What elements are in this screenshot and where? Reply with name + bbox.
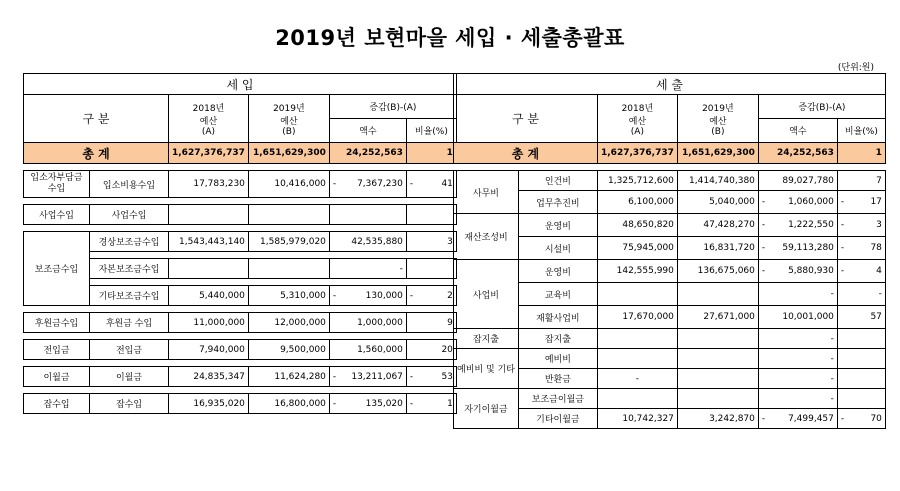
total-2019: 1,651,629,300 [677,143,758,164]
row-2019: 11,624,280 [248,367,329,387]
row-ratio [406,259,456,279]
row-2018: 6,100,000 [597,191,677,214]
row-item: 후원금 수입 [90,313,169,333]
row-group: 보조금수입 [24,232,90,306]
table-row [454,260,886,283]
table-row [24,340,457,360]
row-group: 사무비 [454,171,519,214]
row-ratio: - 70 [837,409,885,429]
expense-table [453,73,886,429]
row-amount: - 135,020 [329,394,406,414]
row-ratio [837,329,885,349]
table-row [454,389,886,409]
row-item: 반환금 [518,369,597,389]
row-item: 입소비용수입 [90,171,169,198]
row-amount: - 59,113,280 [758,237,837,260]
row-2019: 3,242,870 [677,409,758,429]
row-group: 잡지출 [454,329,519,349]
table-row [454,409,886,429]
row-item: 보조금이월금 [518,389,597,409]
row-ratio: 57 [837,306,885,329]
income-col-category: 구 분 [24,95,169,143]
income-total-row [24,143,457,164]
row-item: 인건비 [518,171,597,191]
income-col-ratio: 비율(%) [406,119,456,143]
row-group: 후원금수입 [24,313,90,333]
table-row [24,313,457,333]
row-amount: - [758,389,837,409]
row-2018 [597,329,677,349]
row-ratio: 9 [406,313,456,333]
row-item: 기타이월금 [518,409,597,429]
row-item: 운영비 [518,214,597,237]
row-group: 예비비 및 기타 [454,349,519,389]
row-item: 경상보조금수입 [90,232,169,252]
row-2018: 11,000,000 [169,313,249,333]
expense-col-amount: 액수 [758,119,837,143]
table-row [24,232,457,252]
row-amount: - [758,283,837,306]
total-ratio: 1 [837,143,885,164]
row-2018 [597,283,677,306]
table-row [24,367,457,387]
row-2019 [677,283,758,306]
row-ratio: 20 [406,340,456,360]
row-group: 사업비 [454,260,519,329]
row-2019: 5,310,000 [248,286,329,306]
row-ratio [406,205,456,225]
row-2018: 48,650,820 [597,214,677,237]
table-row [24,205,457,225]
expense-col-category: 구 분 [454,95,598,143]
total-2018: 1,627,376,737 [169,143,249,164]
row-amount: - 1,060,000 [758,191,837,214]
row-item: 전입금 [90,340,169,360]
row-amount: - 5,880,930 [758,260,837,283]
row-group: 이월금 [24,367,90,387]
row-2018 [597,389,677,409]
row-group: 자기이월금 [454,389,519,429]
row-amount: - [329,259,406,279]
row-2018 [169,259,249,279]
row-amount: - [758,329,837,349]
row-2018: 5,440,000 [169,286,249,306]
row-ratio: - 17 [837,191,885,214]
row-amount: - 13,211,067 [329,367,406,387]
row-2019: 1,585,979,020 [248,232,329,252]
row-2019 [248,259,329,279]
row-item: 자본보조금수입 [90,259,169,279]
table-row [454,214,886,237]
total-amount: 24,252,563 [758,143,837,164]
total-2018: 1,627,376,737 [597,143,677,164]
row-group: 재산조성비 [454,214,519,260]
row-2018: 75,945,000 [597,237,677,260]
row-2018: 17,783,230 [169,171,249,198]
total-label: 총 계 [454,143,598,164]
row-ratio: - 78 [837,237,885,260]
total-amount: 24,252,563 [329,143,406,164]
row-amount: 42,535,880 [329,232,406,252]
expense-col-2018: 2018년 예산 (A) [597,95,677,143]
row-ratio [837,369,885,389]
income-col-2018: 2018년 예산 (A) [169,95,249,143]
row-group: 전입금 [24,340,90,360]
table-row [454,349,886,369]
income-col-2019: 2019년 예산 (B) [248,95,329,143]
row-amount: - [758,369,837,389]
table-row [24,394,457,414]
row-item: 잡지출 [518,329,597,349]
row-2019: 1,414,740,380 [677,171,758,191]
table-row [454,237,886,260]
row-item: 이월금 [90,367,169,387]
table-row [454,171,886,191]
row-amount: - [758,349,837,369]
row-ratio: - [837,283,885,306]
income-table [23,73,457,414]
table-row [454,369,886,389]
row-ratio: - 53 [406,367,456,387]
row-amount: - 7,367,230 [329,171,406,198]
table-row [24,171,457,198]
row-2018: 24,835,347 [169,367,249,387]
expense-col-ratio: 비율(%) [837,119,885,143]
row-amount: - 7,499,457 [758,409,837,429]
row-ratio: - 4 [837,260,885,283]
row-2019: 47,428,270 [677,214,758,237]
row-2018 [169,205,249,225]
row-item: 재활사업비 [518,306,597,329]
row-2018 [597,349,677,369]
table-row [454,191,886,214]
table-row [454,329,886,349]
row-2019: 5,040,000 [677,191,758,214]
row-ratio [837,349,885,369]
expense-header: 세 출 [454,74,886,95]
row-2019: 12,000,000 [248,313,329,333]
row-2019: 16,831,720 [677,237,758,260]
total-label: 총 계 [24,143,169,164]
table-row [454,283,886,306]
expense-col-change: 증감(B)-(A) [758,95,885,119]
row-item: 교육비 [518,283,597,306]
row-item: 예비비 [518,349,597,369]
row-group: 사업수입 [24,205,90,225]
total-ratio: 1 [406,143,456,164]
row-amount [329,205,406,225]
row-item: 사업수입 [90,205,169,225]
row-2019 [677,349,758,369]
row-2019 [248,205,329,225]
row-item: 기타보조금수입 [90,286,169,306]
row-ratio: - 41 [406,171,456,198]
row-2018: 7,940,000 [169,340,249,360]
row-2018: 1,325,712,600 [597,171,677,191]
page-title: 2019년 보현마을 세입 · 세출총괄표 [275,26,625,50]
row-amount: 1,560,000 [329,340,406,360]
row-2019: 136,675,060 [677,260,758,283]
row-amount: 89,027,780 [758,171,837,191]
row-group: 잡수입 [24,394,90,414]
table-row [454,306,886,329]
income-col-amount: 액수 [329,119,406,143]
row-item: 잡수입 [90,394,169,414]
row-amount: 10,001,000 [758,306,837,329]
row-2019: 10,416,000 [248,171,329,198]
income-header: 세 입 [24,74,457,95]
row-ratio: - 2 [406,286,456,306]
row-amount: 1,000,000 [329,313,406,333]
row-item: 업무추진비 [518,191,597,214]
row-2018: 142,555,990 [597,260,677,283]
row-2018: 1,543,443,140 [169,232,249,252]
expense-total-row [454,143,886,164]
row-2018: - [597,369,677,389]
row-group: 입소자부담금수입 [24,171,90,198]
row-ratio: - 1 [406,394,456,414]
row-item: 운영비 [518,260,597,283]
unit-label: (단위:원) [837,63,874,73]
row-item: 시설비 [518,237,597,260]
row-ratio: - 3 [837,214,885,237]
row-amount: - 130,000 [329,286,406,306]
row-ratio: 7 [837,171,885,191]
row-ratio [837,389,885,409]
row-2018: 17,670,000 [597,306,677,329]
row-ratio: 3 [406,232,456,252]
row-2019 [677,369,758,389]
row-2019: 9,500,000 [248,340,329,360]
row-2019: 16,800,000 [248,394,329,414]
income-col-change: 증감(B)-(A) [329,95,456,119]
row-2018: 10,742,327 [597,409,677,429]
row-2019 [677,389,758,409]
expense-col-2019: 2019년 예산 (B) [677,95,758,143]
row-2019 [677,329,758,349]
row-amount: - 1,222,550 [758,214,837,237]
total-2019: 1,651,629,300 [248,143,329,164]
row-2019: 27,671,000 [677,306,758,329]
row-2018: 16,935,020 [169,394,249,414]
